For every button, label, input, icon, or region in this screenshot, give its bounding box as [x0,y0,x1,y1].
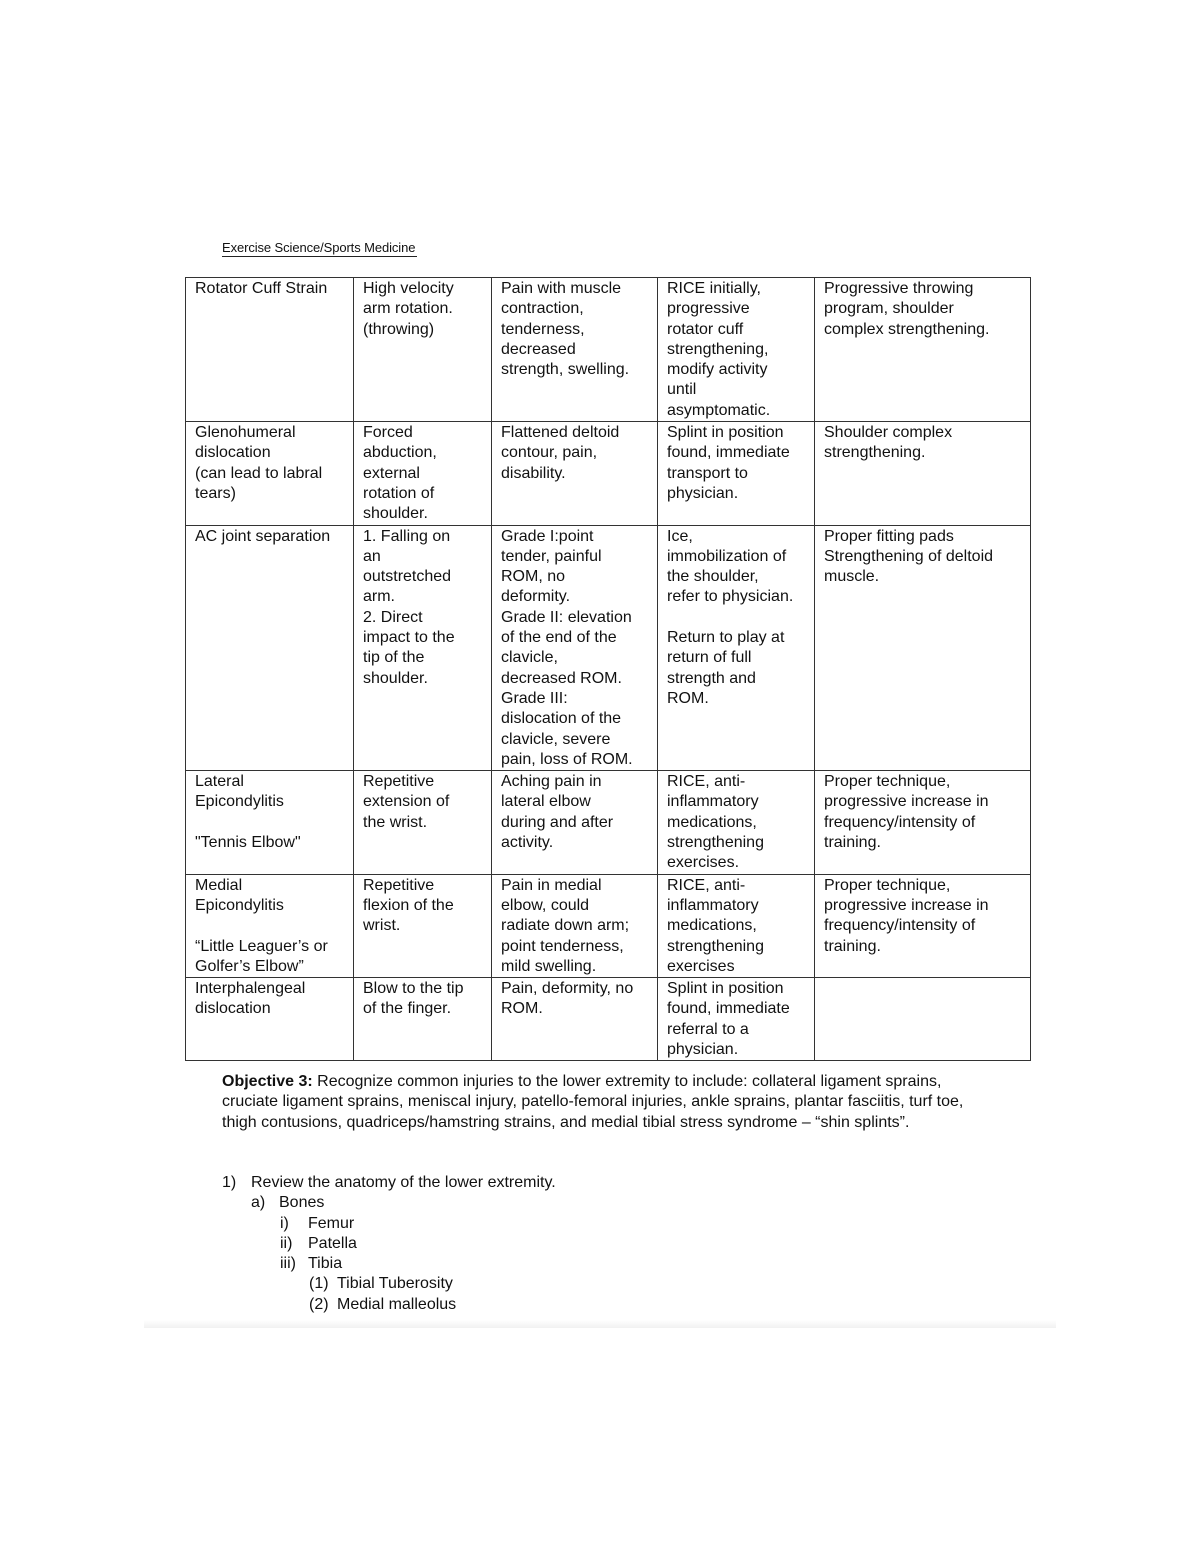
table-cell: Shoulder complex strengthening. [815,422,1031,525]
list-item-text: Patella [308,1234,357,1252]
table-cell [815,978,1031,1061]
table-cell: Aching pain in lateral elbow during and after activity. [492,771,658,874]
table-cell: Ice, immobilization of the shoulder, refer to physician. Return to play at return of full strength and ROM. [658,525,815,771]
table-cell: AC joint separation [186,525,354,771]
objective-label: Objective 3: [222,1073,313,1090]
table-cell: Splint in position found, immediate referral to a physician. [658,978,815,1061]
table-cell: Progressive throwing program, shoulder complex strengthening. [815,278,1031,422]
running-header: Exercise Science/Sports Medicine [222,240,416,255]
table-row [186,771,1031,874]
table-cell: Lateral Epicondylitis "Tennis Elbow" [186,771,354,874]
table-cell: Medial Epicondylitis “Little Leaguer’s or Golfer’s Elbow” [186,874,354,977]
table-cell: RICE, anti- inflammatory medications, strengthening exercises [658,874,815,977]
table-row [186,278,1031,422]
list-marker: (2) [309,1295,329,1313]
list-item-text: Tibia [308,1255,343,1273]
table-cell: Grade I:point tender, painful ROM, no deformity. Grade II: elevation of the end of the clavicle, decreased ROM. Grade III: dislocation of the clavicle, severe pain, loss of ROM. [492,525,658,771]
table-cell: Rotator Cuff Strain [186,278,354,422]
table-cell: Splint in position found, immediate transport to physician. [658,422,815,525]
objective-text: Recognize common injuries to the lower extremity to include: collateral ligament sprains, cruciate ligament sprains, meniscal injury, patello-femoral injuries, ankle sprains, plantar fasciitis, turf toe, thigh contusions, quadriceps/hamstring strains, and medial tibial stress syndrome – “shin splints”. [222,1073,964,1131]
list-marker: iii) [280,1255,296,1273]
list-marker: a) [251,1194,266,1212]
table-row [186,874,1031,977]
table-cell: Repetitive flexion of the wrist. [354,874,492,977]
list-item-text: Review the anatomy of the lower extremity. [251,1174,556,1191]
table-row [186,525,1031,771]
table-cell: Pain in medial elbow, could radiate down arm; point tenderness, mild swelling. [492,874,658,977]
list-item-text: Femur [308,1214,355,1232]
list-marker: 1) [222,1174,237,1191]
table-cell: RICE, anti- inflammatory medications, strengthening exercises. [658,771,815,874]
list-marker: (1) [309,1275,329,1293]
table-row [186,978,1031,1061]
table-cell: Forced abduction, external rotation of shoulder. [354,422,492,525]
injury-table [185,277,1031,1061]
table-row [186,422,1031,525]
list-marker: i) [280,1214,289,1232]
table-cell: Pain with muscle contraction, tenderness, decreased strength, swelling. [492,278,658,422]
list-item-text: Tibial Tuberosity [337,1275,453,1293]
table-cell: Proper technique, progressive increase in frequency/intensity of training. [815,874,1031,977]
table-cell: Interphalengeal dislocation [186,978,354,1061]
page-bottom-shade [144,1320,1056,1328]
list-item-text: Bones [279,1194,325,1212]
table-cell: 1. Falling on an outstretched arm. 2. Direct impact to the tip of the shoulder. [354,525,492,771]
table-cell: RICE initially, progressive rotator cuff strengthening, modify activity until asymptomatic. [658,278,815,422]
table-cell: Proper technique, progressive increase in frequency/intensity of training. [815,771,1031,874]
table-cell: Flattened deltoid contour, pain, disability. [492,422,658,525]
table-cell: Pain, deformity, no ROM. [492,978,658,1061]
list-marker: ii) [280,1234,293,1252]
table-cell: High velocity arm rotation. (throwing) [354,278,492,422]
table-cell: Blow to the tip of the finger. [354,978,492,1061]
list-item-text: Medial malleolus [337,1295,457,1313]
table-cell: Proper fitting pads Strengthening of deltoid muscle. [815,525,1031,771]
table-cell: Repetitive extension of the wrist. [354,771,492,874]
table-cell: Glenohumeral dislocation (can lead to labral tears) [186,422,354,525]
objective-paragraph [222,1072,982,1133]
